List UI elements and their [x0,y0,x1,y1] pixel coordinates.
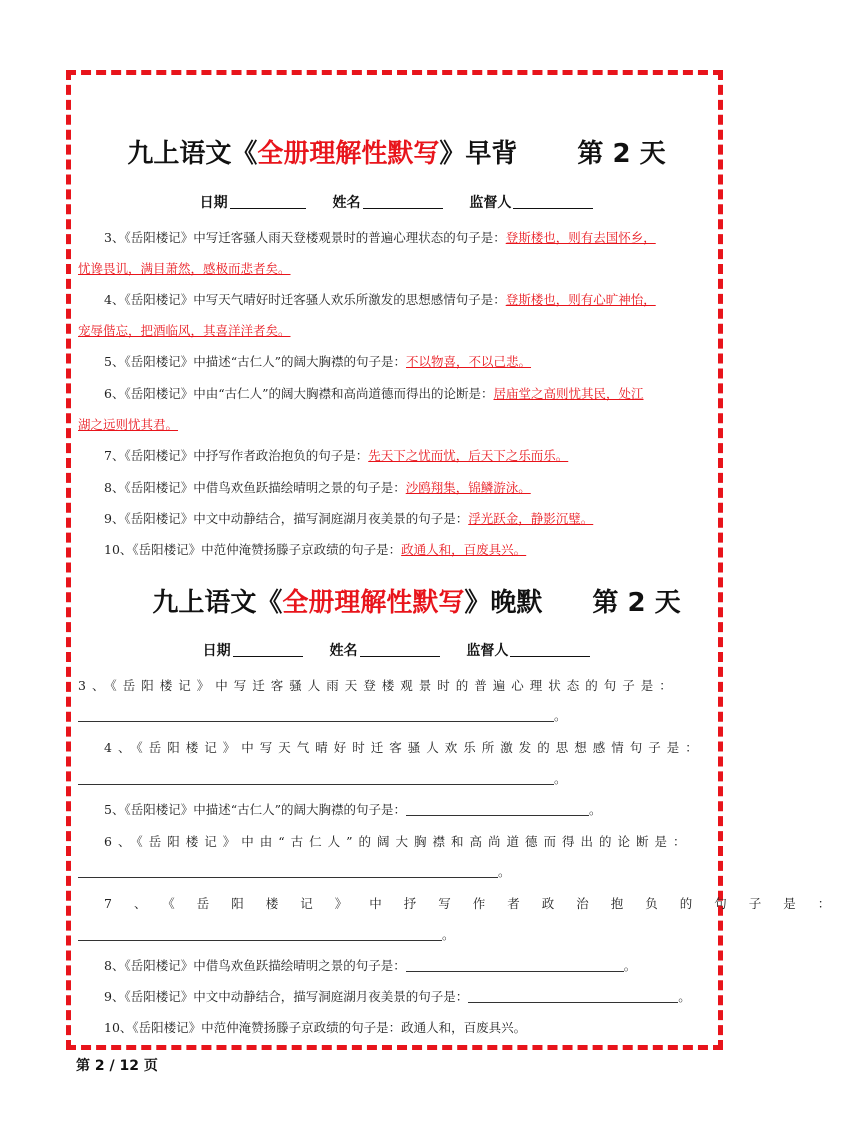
evening-title-prefix: 九上语文《 [152,588,283,618]
evening-date-blank[interactable] [233,642,303,657]
question-text: 7、《岳阳楼记》中抒写作者政治抱负的句子是： [104,448,369,463]
morning-item-3-cont [78,261,718,277]
answer-text: 政通人和，百废具兴。 [401,1020,527,1035]
answer-text: 宠辱偕忘，把酒临风，其喜洋洋者矣。 [78,323,291,338]
question-text: 8、《岳阳楼记》中借鸟欢鱼跃描绘晴明之景的句子是： [104,480,406,495]
period: 。 [589,802,602,817]
answer-text: 先天下之忧而忧，后天下之乐而乐。 [368,448,569,463]
evening-title [20,582,813,619]
answer-text: 登斯楼也，则有心旷神怡， [505,292,656,307]
evening-item-4 [78,740,718,756]
period: 。 [554,708,567,723]
evening-info-row [0,640,793,660]
question-text: 10、《岳阳楼记》中范仲淹赞扬滕子京政绩的句子是： [104,542,402,557]
answer-text: 登斯楼也，则有去国怀乡， [505,230,656,245]
answer-text: 沙鸥翔集，锦鳞游泳。 [405,480,531,495]
question-text: 9、《岳阳楼记》中文中动静结合，描写洞庭湖月夜美景的句子是： [104,989,469,1004]
morning-item-4-cont [78,323,718,339]
page-number: 第 2 / 12 页 [76,1058,158,1074]
answer-text: 湖之远则忧其君。 [78,417,179,432]
evening-title-highlight: 全册理解性默写 [282,588,465,618]
question-text: 10、《岳阳楼记》中范仲淹赞扬滕子京政绩的句子是： [104,1020,402,1035]
period: 。 [498,864,511,879]
morning-date-label: 日期 [199,195,228,211]
evening-item-5 [78,802,718,818]
answer-text: 不以物喜，不以己悲。 [406,354,532,369]
morning-item-3 [78,230,718,246]
evening-item-6-answer [78,864,718,880]
question-text: 3、《岳阳楼记》中写迁客骚人雨天登楼观景时的普遍心理状态的句子是： [104,230,506,245]
morning-item-4 [78,292,718,308]
period: 。 [678,989,691,1004]
question-text: 8、《岳阳楼记》中借鸟欢鱼跃描绘晴明之景的句子是： [104,958,406,973]
evening-item-10 [78,1020,718,1036]
morning-title-suffix: 》早背 [439,139,518,169]
answer-blank[interactable] [78,709,554,722]
evening-supervisor-blank[interactable] [510,642,590,657]
evening-item-8 [78,958,718,974]
answer-blank[interactable] [406,959,624,972]
evening-item-3-answer [78,708,718,724]
question-text: 5、《岳阳楼记》中描述“古仁人”的阔大胸襟的句子是： [104,802,406,817]
morning-name-label: 姓名 [332,195,361,211]
period: 。 [442,927,455,942]
answer-text: 居庙堂之高则忧其民，处江 [493,386,644,401]
morning-date-blank[interactable] [230,194,306,209]
answer-text: 政通人和，百废具兴。 [401,542,527,557]
answer-blank[interactable] [78,772,554,785]
answer-blank[interactable] [468,990,678,1003]
morning-item-6-cont [78,417,718,433]
evening-supervisor-label: 监督人 [466,643,509,659]
question-text: 4、《岳阳楼记》中写天气晴好时迁客骚人欢乐所激发的思想感情句子是： [104,740,704,755]
question-text: 5、《岳阳楼记》中描述“古仁人”的阔大胸襟的句子是： [104,354,406,369]
evening-date-label: 日期 [202,643,231,659]
morning-title-highlight: 全册理解性默写 [257,139,440,169]
evening-item-9 [78,989,718,1005]
morning-name-blank[interactable] [363,194,443,209]
evening-item-4-answer [78,771,718,787]
morning-item-7 [78,448,718,464]
morning-item-5 [78,354,718,370]
question-text: 3、《岳阳楼记》中写迁客骚人雨天登楼观景时的普遍心理状态的句子是： [78,678,678,693]
morning-supervisor-blank[interactable] [513,194,593,209]
answer-blank[interactable] [406,803,589,816]
question-text: 9、《岳阳楼记》中文中动静结合，描写洞庭湖月夜美景的句子是： [104,511,469,526]
period: 。 [554,771,567,786]
evening-item-7-answer [78,927,718,943]
question-text: 6、《岳阳楼记》中由“古仁人”的阔大胸襟和高尚道德而得出的论断是： [104,386,494,401]
evening-item-6 [78,834,718,850]
morning-day: 第 2 天 [577,139,666,169]
question-text: 7、《岳阳楼记》中抒写作者政治抱负的句子是： [104,896,852,911]
morning-item-8 [78,480,718,496]
answer-text: 浮光跃金，静影沉璧。 [468,511,594,526]
question-text: 4、《岳阳楼记》中写天气晴好时迁客骚人欢乐所激发的思想感情句子是： [104,292,506,307]
morning-item-9 [78,511,718,527]
evening-name-label: 姓名 [329,643,358,659]
answer-text: 忧谗畏讥，满目萧然，感极而悲者矣。 [78,261,291,276]
morning-info-row [0,192,793,212]
morning-item-6 [78,386,718,402]
morning-title [0,133,793,170]
answer-blank[interactable] [78,928,442,941]
evening-name-blank[interactable] [360,642,440,657]
morning-item-10 [78,542,718,558]
answer-blank[interactable] [78,865,498,878]
evening-title-suffix: 》晚默 [464,588,543,618]
evening-item-3 [78,678,718,694]
morning-supervisor-label: 监督人 [469,195,512,211]
morning-title-prefix: 九上语文《 [127,139,258,169]
period: 。 [623,958,637,973]
evening-item-7 [78,896,852,912]
evening-day: 第 2 天 [592,588,681,618]
question-text: 6、《岳阳楼记》中由“古仁人”的阔大胸襟和高尚道德而得出的论断是： [104,834,692,849]
